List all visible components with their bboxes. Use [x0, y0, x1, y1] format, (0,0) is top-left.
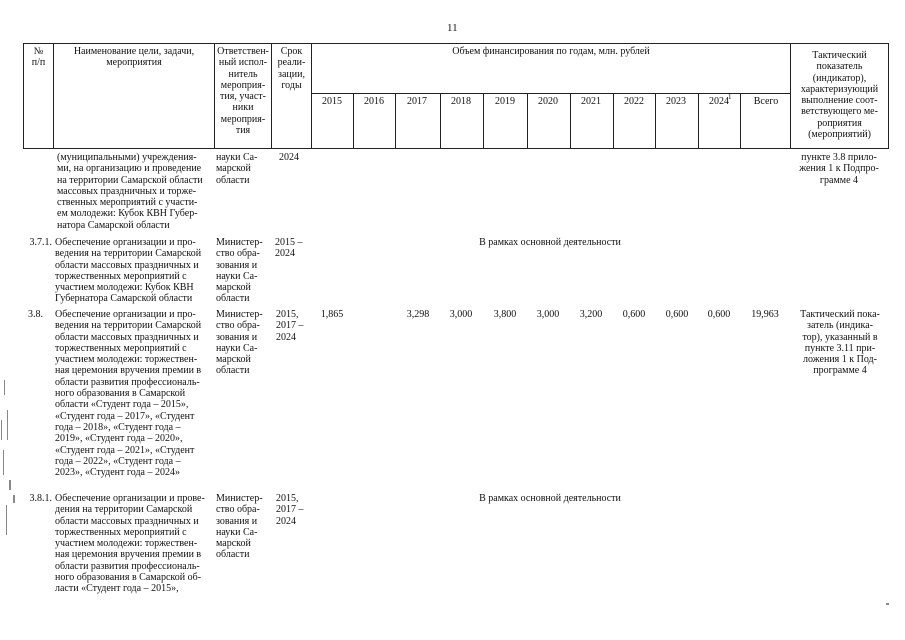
- value-2017: 3,298: [406, 309, 430, 320]
- row-funding-note: В рамках основной деятельности: [479, 493, 621, 504]
- scan-mark: [9, 480, 11, 490]
- row-num: 3.7.1.: [29, 237, 52, 248]
- row-indicator: пункте 3.8 прило- жения 1 к Подпро- грамме 4: [799, 152, 879, 186]
- value-2024: 0,600: [707, 309, 731, 320]
- row-funding-note: В рамках основной деятельности: [479, 237, 621, 248]
- year-2024: 2024: [709, 96, 729, 107]
- value-2019: 3,800: [493, 309, 517, 320]
- year-2016: 2016: [364, 96, 384, 107]
- year-2018: 2018: [451, 96, 471, 107]
- year-row-top-border: [311, 93, 790, 94]
- row-term: 2015 – 2024: [275, 237, 303, 260]
- scan-mark: [4, 380, 5, 395]
- scan-mark: [1, 420, 2, 440]
- year-2023: 2023: [666, 96, 686, 107]
- table-top-border: [23, 43, 889, 44]
- col-border: [888, 43, 889, 149]
- value-total: 19,963: [751, 309, 779, 320]
- row-term: 2015, 2017 – 2024: [276, 309, 304, 343]
- header-responsible: Ответствен- ный испол- нитель мероприя- тия, участ- ники мероприя- тия: [217, 46, 269, 137]
- year-2015: 2015: [322, 96, 342, 107]
- page-number: 11: [447, 22, 458, 34]
- row-num: 3.8.: [28, 309, 43, 320]
- header-num: № п/п: [31, 46, 46, 69]
- value-2021: 3,200: [579, 309, 603, 320]
- scan-mark: [3, 450, 4, 475]
- col-border: [395, 93, 396, 149]
- row-term: 2024: [279, 152, 299, 163]
- header-total: Всего: [753, 96, 779, 107]
- year-2022: 2022: [624, 96, 644, 107]
- row-responsible: Министер- ство обра- зования и науки Са- марской области: [216, 237, 263, 305]
- value-2015: 1,865: [320, 309, 344, 320]
- year-2020: 2020: [538, 96, 558, 107]
- scan-mark: [13, 495, 15, 503]
- header-indicator: Тактический показатель (индикатор), характеризующий выполнение соот- ветствующего ме- роприятия (мероприятий): [800, 50, 879, 141]
- value-2022: 0,600: [622, 309, 646, 320]
- row-responsible: Министер- ство обра- зования и науки Са- марской области: [216, 493, 263, 561]
- value-2018: 3,000: [449, 309, 473, 320]
- year-2017: 2017: [407, 96, 427, 107]
- header-funding: Объем финансирования по годам, млн. рублей: [452, 46, 650, 57]
- row-indicator: Тактический пока- затель (индика- тор), указанный в пункте 3.11 при- ложения 1 к Под- программе 4: [800, 309, 880, 377]
- header-name: Наименование цели, задачи, мероприятия: [73, 46, 195, 69]
- value-2020: 3,000: [536, 309, 560, 320]
- row-responsible: Министер- ство обра- зования и науки Са- марской области: [216, 309, 263, 377]
- value-2023: 0,600: [665, 309, 689, 320]
- col-border: [740, 93, 741, 149]
- row-name: Обеспечение организации и про- ведения на территории Самарской области массовых праздничных и торжественных мероприятий с участием молодежи: торжествен- ная церемония вручения премии в области развития профессиональ- ного образования в Самарской области «Студент года – 2015», «Студент года – 2017», «Студент года – 2018», «Студент года – 2019», «Студент года – 2020», «Студент года – 2021», «Студент года – 2022», «Студент года – 2023», «Студент года – 2024»: [55, 309, 202, 479]
- row-num: 3.8.1.: [29, 493, 52, 504]
- year-2021: 2021: [581, 96, 601, 107]
- row-name: Обеспечение организации и про- ведения на территории Самарской области массовых праздничных и торжественных мероприятий с участием молодежи: Кубок КВН Губернатора Самарской области: [55, 237, 202, 305]
- scan-mark: [7, 410, 8, 440]
- row-name: Обеспечение организации и прове- дения на территории Самарской области массовых праздничных и торжественных мероприятий с участием молодежи: торжествен- ная церемония вручения премии в области развития профессиональ- ного образования в Самарской об- ласти «Студент года – 2015»,: [55, 493, 205, 595]
- header-bottom-border: [23, 148, 889, 149]
- footnote-mark: 1: [728, 93, 732, 101]
- col-border: [483, 93, 484, 149]
- scan-mark: [886, 603, 889, 605]
- year-2019: 2019: [495, 96, 515, 107]
- row-term: 2015, 2017 – 2024: [276, 493, 304, 527]
- header-term: Срок реали- зации, годы: [277, 46, 306, 91]
- row-name: (муниципальными) учреждения- ми, на организацию и проведение на территории Самарской области массовых праздничных и торже- ственных мероприятий с участи- ем молодежи: Кубок КВН Губер- натора Самарской области: [57, 152, 203, 231]
- row-responsible: науки Са- марской области: [216, 152, 258, 186]
- scan-mark: [6, 505, 7, 535]
